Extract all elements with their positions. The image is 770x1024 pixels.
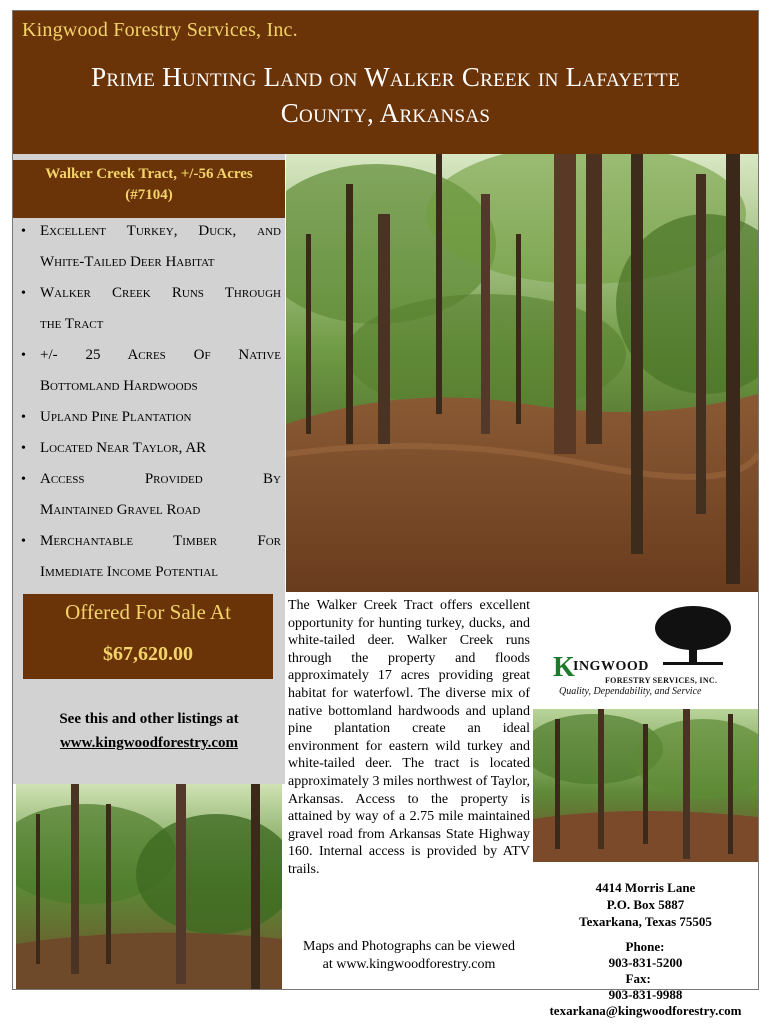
forest-photo-right <box>533 709 758 862</box>
headline-line-1: Prime Hunting Land on Walker Creek in Lafayette <box>91 62 680 92</box>
listings-text: See this and other listings at <box>59 711 239 727</box>
oak-tree-icon <box>653 606 733 668</box>
address-street: 4414 Morris Lane <box>595 880 696 895</box>
sale-price: $67,620.00 <box>103 643 193 665</box>
feature-text: • Excellent Turkey, Duck, and <box>40 223 281 239</box>
feature-text: Located Near Taylor, AR <box>40 440 207 456</box>
company-name: Kingwood Forestry Services, Inc. <box>22 19 298 41</box>
sale-label: Offered For Sale At <box>65 600 231 624</box>
email-link[interactable]: texarkana@kingwoodforestry.com <box>549 1003 742 1018</box>
maps-note-line-1: Maps and Photographs can be viewed <box>303 939 515 954</box>
logo-initial: K <box>553 652 575 683</box>
features-panel <box>13 154 285 784</box>
fax-row <box>533 971 758 1003</box>
logo-subtitle: FORESTRY SERVICES, INC. <box>605 676 718 685</box>
forest-image <box>286 154 758 592</box>
feature-list <box>13 216 285 588</box>
phone-number[interactable]: 903-831-5200 <box>608 955 683 970</box>
address-city: Texarkana, Texas 75505 <box>579 914 712 929</box>
fax-number: 903-831-9988 <box>608 987 683 1002</box>
phone-label: Phone: <box>625 939 665 954</box>
header-banner <box>13 11 758 154</box>
kingwood-logo <box>553 606 743 706</box>
feature-text: Bottomland Hardwoods <box>40 378 198 394</box>
feature-item <box>13 216 285 278</box>
page-title <box>23 59 748 131</box>
maps-note-line-2: at www.kingwoodforestry.com <box>322 957 496 972</box>
flyer-page <box>12 10 759 1018</box>
feature-item <box>13 464 285 526</box>
phone-row <box>533 939 758 971</box>
feature-text: Immediate Income Potential <box>40 564 218 580</box>
feature-item <box>13 278 285 340</box>
fax-label: Fax: <box>625 971 651 986</box>
sale-price-box <box>23 594 273 679</box>
feature-item <box>13 340 285 402</box>
forest-image <box>533 709 758 862</box>
feature-item <box>13 526 285 588</box>
tract-title-line-1: Walker Creek Tract, +/-56 Acres <box>45 166 253 182</box>
forest-photo-main <box>286 154 758 592</box>
feature-text: • Walker Creek Runs Through <box>40 285 281 301</box>
headline-line-2: County, Arkansas <box>280 98 491 128</box>
tract-title <box>13 160 285 218</box>
mailing-address <box>533 879 758 930</box>
tract-title-line-2: (#7104) <box>125 187 173 203</box>
feature-text: • Access Provided By <box>40 471 281 487</box>
feature-text: Maintained Gravel Road <box>40 502 201 518</box>
forest-image <box>16 784 282 989</box>
feature-text: White-Tailed Deer Habitat <box>40 254 215 270</box>
logo-name: INGWOOD <box>573 659 649 674</box>
forest-photo-left <box>16 784 282 989</box>
feature-text: Upland Pine Plantation <box>40 409 192 425</box>
listings-link[interactable]: www.kingwoodforestry.com <box>59 735 239 751</box>
property-description: The Walker Creek Tract offers excellent opportunity for hunting turkey, ducks, and white-tailed deer. Walker Creek runs through the property and floods approximately 17 acres providing great habitat for waterfowl. The diverse mix of native bottomland hardwoods and upland pine plantation create an ideal environment for eastern wild turkey and white-tailed deer. The tract is located approximately 3 miles northwest of Taylor, Arkansas. Access to the property is attained by way of a 2.75 mile maintained gravel road from Arkansas State Highway 160. Internal access is provided by ATV trails. <box>288 598 530 877</box>
listings-note <box>13 707 285 755</box>
logo-tagline: Quality, Dependability, and Service <box>559 686 702 697</box>
feature-text: • +/- 25 Acres Of Native <box>40 347 281 363</box>
maps-note <box>288 938 530 974</box>
address-po-box: P.O. Box 5887 <box>606 897 685 912</box>
feature-item <box>13 402 285 433</box>
contact-info <box>533 939 758 1019</box>
feature-text: the Tract <box>40 316 104 332</box>
feature-item <box>13 433 285 464</box>
feature-text: • Merchantable Timber For <box>40 533 281 549</box>
